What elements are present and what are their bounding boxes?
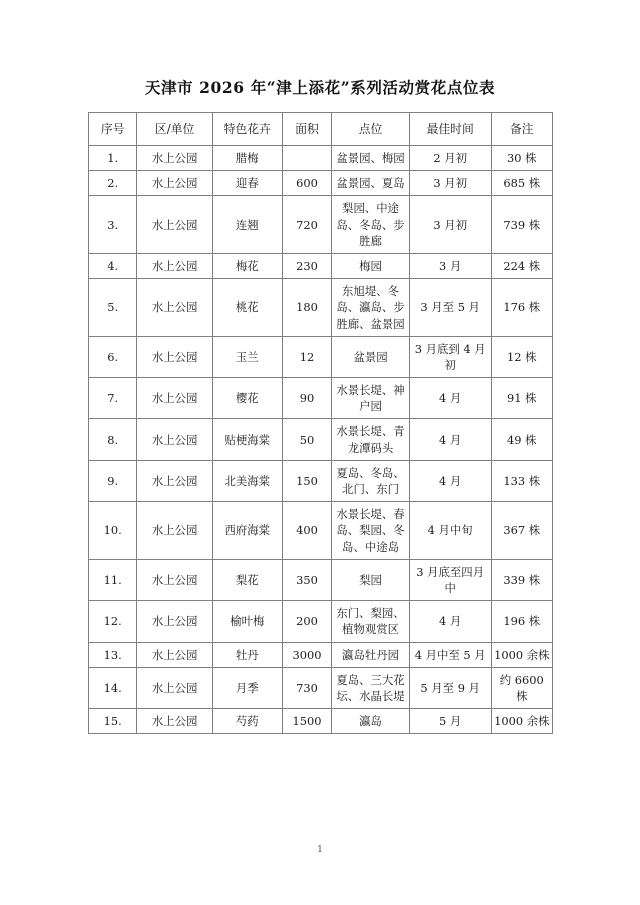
cell-unit: 水上公园 bbox=[137, 378, 212, 419]
cell-best-time: 3 月 bbox=[409, 253, 491, 278]
cell-unit: 水上公园 bbox=[137, 146, 212, 171]
cell-note: 224 株 bbox=[491, 253, 552, 278]
cell-unit: 水上公园 bbox=[137, 559, 212, 600]
cell-index: 9. bbox=[89, 460, 137, 501]
cell-spot: 夏岛、三大花坛、水晶长堤 bbox=[332, 667, 410, 708]
cell-index: 4. bbox=[89, 253, 137, 278]
cell-spot: 夏岛、冬岛、北门、东门 bbox=[332, 460, 410, 501]
column-header-unit: 区/单位 bbox=[137, 113, 212, 146]
cell-best-time: 2 月初 bbox=[409, 146, 491, 171]
cell-best-time: 3 月初 bbox=[409, 171, 491, 196]
cell-area: 180 bbox=[282, 279, 332, 337]
table-row bbox=[89, 336, 553, 377]
cell-unit: 水上公园 bbox=[137, 601, 212, 642]
column-header-index: 序号 bbox=[89, 113, 137, 146]
cell-note: 133 株 bbox=[491, 460, 552, 501]
cell-area: 12 bbox=[282, 336, 332, 377]
cell-index: 10. bbox=[89, 502, 137, 560]
cell-unit: 水上公园 bbox=[137, 336, 212, 377]
table-row bbox=[89, 502, 553, 560]
cell-index: 3. bbox=[89, 196, 137, 254]
cell-area: 150 bbox=[282, 460, 332, 501]
cell-best-time: 4 月 bbox=[409, 601, 491, 642]
cell-unit: 水上公园 bbox=[137, 460, 212, 501]
cell-area: 1500 bbox=[282, 709, 332, 734]
cell-area: 230 bbox=[282, 253, 332, 278]
cell-flower: 樱花 bbox=[212, 378, 282, 419]
cell-unit: 水上公园 bbox=[137, 196, 212, 254]
cell-spot: 瀛岛牡丹园 bbox=[332, 642, 410, 667]
cell-area: 200 bbox=[282, 601, 332, 642]
cell-index: 7. bbox=[89, 378, 137, 419]
cell-best-time: 3 月初 bbox=[409, 196, 491, 254]
cell-note: 30 株 bbox=[491, 146, 552, 171]
cell-spot: 梨园、中途岛、冬岛、步胜廊 bbox=[332, 196, 410, 254]
column-header-area: 面积 bbox=[282, 113, 332, 146]
cell-best-time: 4 月 bbox=[409, 460, 491, 501]
table-row bbox=[89, 559, 553, 600]
cell-note: 1000 余株 bbox=[491, 709, 552, 734]
column-header-note: 备注 bbox=[491, 113, 552, 146]
cell-note: 1000 余株 bbox=[491, 642, 552, 667]
cell-index: 6. bbox=[89, 336, 137, 377]
cell-spot: 盆景园、梅园 bbox=[332, 146, 410, 171]
column-header-flower: 特色花卉 bbox=[212, 113, 282, 146]
cell-unit: 水上公园 bbox=[137, 667, 212, 708]
cell-index: 5. bbox=[89, 279, 137, 337]
table-row bbox=[89, 146, 553, 171]
cell-area: 90 bbox=[282, 378, 332, 419]
cell-note: 49 株 bbox=[491, 419, 552, 460]
cell-flower: 月季 bbox=[212, 667, 282, 708]
cell-spot: 东门、梨园、植物观赏区 bbox=[332, 601, 410, 642]
cell-spot: 水景长堤、青龙潭码头 bbox=[332, 419, 410, 460]
cell-area: 400 bbox=[282, 502, 332, 560]
cell-flower: 腊梅 bbox=[212, 146, 282, 171]
cell-best-time: 4 月 bbox=[409, 378, 491, 419]
cell-flower: 连翘 bbox=[212, 196, 282, 254]
table-row bbox=[89, 378, 553, 419]
table-header bbox=[89, 113, 553, 146]
cell-index: 15. bbox=[89, 709, 137, 734]
cell-note: 约 6600 株 bbox=[491, 667, 552, 708]
cell-note: 176 株 bbox=[491, 279, 552, 337]
table-row bbox=[89, 419, 553, 460]
cell-spot: 梅园 bbox=[332, 253, 410, 278]
cell-unit: 水上公园 bbox=[137, 709, 212, 734]
table-row bbox=[89, 196, 553, 254]
cell-index: 12. bbox=[89, 601, 137, 642]
table-row bbox=[89, 601, 553, 642]
cell-flower: 玉兰 bbox=[212, 336, 282, 377]
column-header-best-time: 最佳时间 bbox=[409, 113, 491, 146]
flower-spots-table bbox=[88, 112, 553, 734]
table-row bbox=[89, 279, 553, 337]
cell-best-time: 5 月 bbox=[409, 709, 491, 734]
cell-best-time: 4 月 bbox=[409, 419, 491, 460]
table-row bbox=[89, 253, 553, 278]
cell-unit: 水上公园 bbox=[137, 642, 212, 667]
cell-note: 196 株 bbox=[491, 601, 552, 642]
cell-flower: 迎春 bbox=[212, 171, 282, 196]
cell-note: 367 株 bbox=[491, 502, 552, 560]
cell-note: 739 株 bbox=[491, 196, 552, 254]
cell-unit: 水上公园 bbox=[137, 279, 212, 337]
cell-area: 50 bbox=[282, 419, 332, 460]
cell-spot: 梨园 bbox=[332, 559, 410, 600]
page-number: 1 bbox=[316, 844, 324, 855]
cell-flower: 桃花 bbox=[212, 279, 282, 337]
cell-note: 339 株 bbox=[491, 559, 552, 600]
cell-index: 14. bbox=[89, 667, 137, 708]
cell-flower: 芍药 bbox=[212, 709, 282, 734]
flower-spots-table-container bbox=[88, 112, 553, 734]
cell-best-time: 3 月底到 4 月初 bbox=[409, 336, 491, 377]
cell-spot: 盆景园 bbox=[332, 336, 410, 377]
table-row bbox=[89, 667, 553, 708]
cell-flower: 西府海棠 bbox=[212, 502, 282, 560]
table-row bbox=[89, 642, 553, 667]
cell-index: 11. bbox=[89, 559, 137, 600]
cell-best-time: 3 月底至四月中 bbox=[409, 559, 491, 600]
cell-unit: 水上公园 bbox=[137, 419, 212, 460]
cell-spot: 水景长堤、神户园 bbox=[332, 378, 410, 419]
cell-flower: 榆叶梅 bbox=[212, 601, 282, 642]
cell-area: 730 bbox=[282, 667, 332, 708]
cell-spot: 盆景园、夏岛 bbox=[332, 171, 410, 196]
cell-flower: 牡丹 bbox=[212, 642, 282, 667]
cell-area bbox=[282, 146, 332, 171]
cell-area: 3000 bbox=[282, 642, 332, 667]
cell-spot: 水景长堤、春岛、梨园、冬岛、中途岛 bbox=[332, 502, 410, 560]
cell-best-time: 3 月至 5 月 bbox=[409, 279, 491, 337]
cell-unit: 水上公园 bbox=[137, 253, 212, 278]
table-row bbox=[89, 460, 553, 501]
cell-flower: 贴梗海棠 bbox=[212, 419, 282, 460]
cell-index: 1. bbox=[89, 146, 137, 171]
cell-unit: 水上公园 bbox=[137, 502, 212, 560]
cell-note: 685 株 bbox=[491, 171, 552, 196]
cell-best-time: 5 月至 9 月 bbox=[409, 667, 491, 708]
cell-flower: 梨花 bbox=[212, 559, 282, 600]
cell-note: 91 株 bbox=[491, 378, 552, 419]
cell-index: 2. bbox=[89, 171, 137, 196]
cell-flower: 北美海棠 bbox=[212, 460, 282, 501]
column-header-spot: 点位 bbox=[332, 113, 410, 146]
cell-best-time: 4 月中至 5 月 bbox=[409, 642, 491, 667]
cell-area: 720 bbox=[282, 196, 332, 254]
cell-unit: 水上公园 bbox=[137, 171, 212, 196]
page-title: 天津市 2026 年“津上添花”系列活动赏花点位表 bbox=[144, 78, 496, 97]
table-row bbox=[89, 709, 553, 734]
cell-area: 350 bbox=[282, 559, 332, 600]
cell-flower: 梅花 bbox=[212, 253, 282, 278]
cell-note: 12 株 bbox=[491, 336, 552, 377]
cell-area: 600 bbox=[282, 171, 332, 196]
cell-index: 13. bbox=[89, 642, 137, 667]
cell-spot: 东旭堤、冬岛、瀛岛、步胜廊、盆景园 bbox=[332, 279, 410, 337]
table-body bbox=[89, 146, 553, 734]
cell-index: 8. bbox=[89, 419, 137, 460]
table-row bbox=[89, 171, 553, 196]
cell-spot: 瀛岛 bbox=[332, 709, 410, 734]
cell-best-time: 4 月中旬 bbox=[409, 502, 491, 560]
table-header-row bbox=[89, 113, 553, 146]
